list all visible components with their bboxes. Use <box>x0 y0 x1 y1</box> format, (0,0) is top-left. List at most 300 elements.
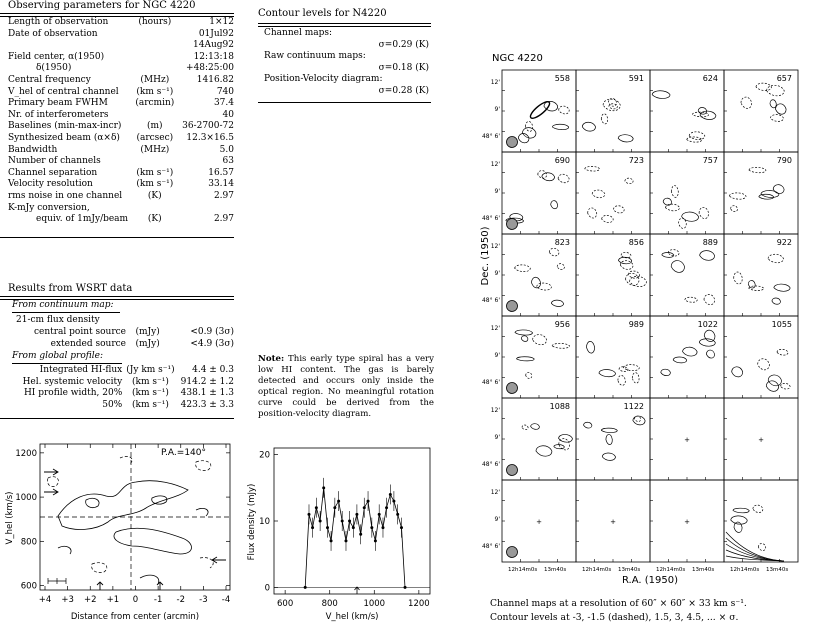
channel-velocity-label: 558 <box>554 74 570 83</box>
pv-contour-positive <box>86 498 99 507</box>
param-label: Field center, α(1950) <box>8 51 105 62</box>
profile-point <box>404 586 407 589</box>
channel-panel <box>502 152 576 234</box>
channel-panel <box>502 70 576 152</box>
channel-panel <box>724 316 798 398</box>
contour-positive <box>733 508 749 513</box>
contour-negative <box>781 383 791 389</box>
contour-value: σ=0.29 (K) <box>378 39 429 50</box>
pv-contour-positive <box>58 546 71 554</box>
profile-ylabel: Flux density (mJy) <box>247 483 257 561</box>
contour-positive <box>515 330 533 335</box>
channel-panel <box>650 152 724 234</box>
profile-xlabel: V_hel (km/s) <box>325 612 379 622</box>
channel-velocity-label: 1122 <box>623 402 644 411</box>
contour-positive <box>683 347 698 356</box>
contour-negative <box>526 121 533 131</box>
pv-xtick-label: +3 <box>61 595 74 605</box>
contour-levels-section <box>258 8 431 96</box>
param-label: K-mJy conversion, <box>8 202 90 213</box>
pv-arrows <box>44 469 226 590</box>
params-title: Observing parameters for NGC 4220 <box>8 0 196 11</box>
param-unit <box>131 40 175 52</box>
contour-positive <box>582 122 595 131</box>
param-value: 740 <box>216 86 234 97</box>
channel-velocity-label: 1022 <box>697 320 718 329</box>
contour-negative <box>632 373 639 384</box>
beam-icon <box>507 465 518 476</box>
contour-value: σ=0.28 (K) <box>378 85 429 96</box>
pv-arrow-right <box>44 469 58 475</box>
contour-negative <box>522 425 528 430</box>
pv-arrow-right <box>44 489 58 495</box>
contour-positive <box>602 453 615 460</box>
contour-positive <box>776 104 787 114</box>
param-label: Date of observation <box>8 28 98 39</box>
dec-tick-label: 48° 6' <box>481 543 500 550</box>
profile-point <box>363 506 366 509</box>
dec-tick-label: 48° 6' <box>481 461 500 468</box>
result-row <box>8 365 234 377</box>
channel-panel <box>502 234 576 316</box>
dec-tick-label: 12' <box>490 161 500 168</box>
pv-contour-negative <box>200 558 213 568</box>
contour-negative <box>758 543 765 550</box>
channel-velocity-label: 956 <box>554 320 570 329</box>
profile-point <box>378 513 381 516</box>
channel-panel <box>576 152 650 234</box>
param-unit: (K) <box>147 214 162 225</box>
profile-point <box>367 500 370 503</box>
contour-negative <box>588 208 597 218</box>
channel-panel <box>576 398 650 480</box>
result-value: 438.1 ± 1.3 <box>180 388 234 399</box>
contour-positive <box>523 128 537 139</box>
channel-velocity-label: 690 <box>554 156 570 165</box>
pv-diagram <box>0 438 235 622</box>
param-value: 12:13:18 <box>193 51 234 62</box>
center-cross-icon: + <box>758 436 764 444</box>
contour-positive <box>601 428 617 432</box>
contour-negative <box>515 265 531 272</box>
note-paragraph <box>258 354 434 421</box>
param-row <box>8 17 234 29</box>
profile-point <box>319 520 322 523</box>
pv-contour-positive <box>58 481 188 530</box>
param-row <box>8 168 234 180</box>
pv-contour-negative <box>92 563 107 573</box>
pv-beam-marker <box>48 578 66 584</box>
profile-point <box>389 493 392 496</box>
contour-value: σ=0.18 (K) <box>378 62 429 73</box>
contours-bottom-rule <box>258 102 431 103</box>
contour-negative <box>749 167 766 172</box>
contour-label: Position-Velocity diagram: <box>264 74 383 84</box>
pv-contour-positive <box>196 508 208 516</box>
profile-xtick-label: 600 <box>277 599 294 609</box>
channel-panel <box>650 316 724 398</box>
result-value: <4.9 (3σ) <box>190 338 234 349</box>
pv-arrow-up <box>97 582 103 590</box>
profile-point <box>307 513 310 516</box>
contour-positive <box>551 201 558 209</box>
channel-maps-caption <box>490 597 820 625</box>
ra-tick-label: 12h14m0s <box>656 567 686 573</box>
contour-positive <box>732 367 743 377</box>
contour-rows <box>264 28 429 97</box>
result-value: <0.9 (3σ) <box>190 327 234 337</box>
profile-point <box>374 539 377 542</box>
beam-icon <box>507 219 518 230</box>
dec-tick-label: 9' <box>494 106 500 113</box>
profile-header: From global profile: <box>12 351 104 361</box>
param-row <box>8 203 234 215</box>
profile-point <box>311 526 314 529</box>
contour-negative <box>537 283 552 290</box>
contour-positive <box>584 422 592 428</box>
pv-xtick-label: +4 <box>38 595 52 605</box>
channel-maps-title: NGC 4220 <box>492 53 543 64</box>
contour-negative <box>729 193 746 199</box>
profile-ytick-label: 20 <box>259 450 270 461</box>
param-row <box>8 179 234 191</box>
channel-panel <box>502 480 576 562</box>
pv-contours <box>58 481 208 584</box>
contour-positive <box>662 253 674 258</box>
contour-negative <box>559 106 570 114</box>
beam-icon <box>507 301 518 312</box>
center-cross-icon: + <box>610 518 616 526</box>
param-label: Bandwidth <box>8 144 58 155</box>
params-bottom-rule <box>0 237 234 238</box>
param-row <box>8 29 234 41</box>
result-row <box>8 388 234 400</box>
contour-negative <box>685 297 697 302</box>
param-label: V_hel of central channel <box>8 86 119 97</box>
contour-label: Channel maps: <box>264 28 333 38</box>
results-title: Results from WSRT data <box>8 283 133 294</box>
param-unit: (km s⁻¹) <box>136 179 174 190</box>
param-value: 01Jul92 <box>198 28 234 39</box>
param-label: δ(1950) <box>36 63 72 74</box>
channel-velocity-label: 856 <box>628 238 644 247</box>
result-value: 914.2 ± 1.2 <box>180 376 234 387</box>
param-label: rms noise in one channel <box>8 190 123 201</box>
result-row <box>8 327 234 339</box>
result-label: 50% <box>102 399 123 410</box>
channel-velocity-label: 657 <box>776 74 792 83</box>
param-value: 63 <box>222 156 234 167</box>
contour-positive <box>731 516 747 524</box>
contour-positive <box>673 357 687 363</box>
dec-tick-label: 48° 6' <box>481 133 500 140</box>
param-label: Synthesized beam (α×δ) <box>8 132 120 143</box>
param-unit <box>131 63 175 75</box>
contour-negative <box>526 372 532 378</box>
contour-positive <box>618 135 633 142</box>
channel-velocity-label: 591 <box>628 74 644 83</box>
contour-positive <box>699 339 715 346</box>
ra-tick-label: 13m40s <box>618 567 641 573</box>
contour-positive <box>772 298 781 304</box>
param-value: 40 <box>222 109 234 120</box>
dec-tick-label: 48° 6' <box>481 215 500 222</box>
channel-panel <box>650 480 724 562</box>
contour-negative <box>753 505 763 512</box>
contour-negative <box>585 166 600 171</box>
result-label: extended source <box>50 338 126 349</box>
contour-negative <box>704 294 715 304</box>
dec-tick-label: 48° 6' <box>481 379 500 386</box>
param-value: 2.97 <box>213 214 234 225</box>
param-unit <box>131 156 175 168</box>
center-cross-icon: + <box>684 436 690 444</box>
param-value: +48:25:00 <box>186 63 234 74</box>
contour-positive <box>531 424 540 430</box>
profile-point <box>333 506 336 509</box>
param-unit <box>131 203 175 215</box>
channel-velocity-label: 624 <box>702 74 718 83</box>
contour-negative <box>625 178 633 184</box>
pv-pa-label: P.A.=140° <box>161 448 206 458</box>
contour-positive <box>682 212 699 221</box>
channel-velocity-label: 889 <box>702 238 718 247</box>
contour-negative <box>614 206 625 213</box>
channel-panel <box>502 316 576 398</box>
contour-negative <box>741 97 752 108</box>
param-value: 1×12 <box>209 17 234 27</box>
contour-positive <box>587 341 595 353</box>
param-value <box>175 203 234 215</box>
contour-negative <box>770 115 783 122</box>
contour-positive <box>559 434 573 442</box>
profile-point <box>355 513 358 516</box>
results-section <box>8 283 234 410</box>
results-bottom-rule <box>0 418 234 419</box>
result-label: Integrated HI-flux <box>39 365 123 375</box>
result-row <box>8 377 234 389</box>
param-row <box>8 40 234 52</box>
global-profile-chart <box>246 442 438 622</box>
param-row <box>8 156 234 168</box>
channel-panel <box>724 398 798 480</box>
pv-contour-negative <box>47 477 58 487</box>
channel-panel <box>724 480 798 562</box>
param-row <box>8 145 234 157</box>
channel-velocity-label: 1088 <box>549 402 570 411</box>
pv-contour-positive <box>140 575 159 584</box>
ra-tick-label: 12h14m0s <box>582 567 612 573</box>
param-row <box>8 133 234 145</box>
result-unit: (mJy) <box>135 327 160 337</box>
contour-negative <box>601 114 607 124</box>
param-row <box>8 121 234 133</box>
pv-ytick-label: 1200 <box>15 448 37 459</box>
profile-point <box>322 486 325 489</box>
profile-point <box>330 539 333 542</box>
profile-point <box>359 533 362 536</box>
profile-point <box>370 526 373 529</box>
continuum-header-rule <box>12 312 120 313</box>
contour-negative <box>618 375 626 385</box>
dec-tick-label: 12' <box>490 489 500 496</box>
observing-parameters-section <box>8 0 234 225</box>
contour-positive <box>606 434 612 444</box>
param-value: 5.0 <box>219 144 234 155</box>
result-value: 4.4 ± 0.3 <box>192 365 234 375</box>
contour-positive <box>671 261 684 273</box>
param-row <box>8 214 234 226</box>
contours-title: Contour levels for N4220 <box>258 8 387 19</box>
profile-systemic-arrow <box>355 587 360 594</box>
dec-tick-label: 9' <box>494 434 500 441</box>
ra-tick-label: 12h14m0s <box>508 567 538 573</box>
contour-label: Raw continuum maps: <box>264 51 366 61</box>
caption-line-1: Channel maps at a resolution of 60″ × 60″ × 33 km s⁻¹. <box>490 598 747 609</box>
profile-point <box>381 526 384 529</box>
channel-velocity-label: 823 <box>554 238 570 247</box>
channel-velocity-label: 922 <box>776 238 792 247</box>
channel-velocity-label: 790 <box>776 156 792 165</box>
contour-negative <box>734 272 743 284</box>
contour-positive <box>521 336 528 342</box>
contour-negative <box>552 343 570 348</box>
param-label: equiv. of 1mJy/beam <box>36 214 129 225</box>
contour-negative <box>557 264 564 270</box>
profile-point <box>315 506 318 509</box>
profile-point <box>341 520 344 523</box>
contour-negative <box>626 273 640 285</box>
contour-negative <box>768 254 783 263</box>
channel-panel <box>724 234 798 316</box>
pv-ytick-label: 600 <box>20 581 37 592</box>
pv-xtick-label: +1 <box>106 595 120 605</box>
profile-line <box>305 488 405 588</box>
param-label: Number of channels <box>8 156 101 167</box>
contour-negative <box>603 99 620 111</box>
profile-ytick-label: 0 <box>264 583 270 594</box>
param-value: 37.4 <box>213 98 234 109</box>
profile-xtick-label: 1000 <box>363 599 386 609</box>
profile-plot <box>274 478 430 589</box>
pv-ylabel: V_hel (km/s) <box>5 491 15 545</box>
param-unit: (km s⁻¹) <box>136 167 174 178</box>
dec-tick-label: 9' <box>494 188 500 195</box>
contour-positive <box>726 544 784 561</box>
param-unit <box>131 29 175 41</box>
param-unit: (arcmin) <box>135 98 175 109</box>
channel-panel <box>724 70 798 152</box>
contour-negative <box>628 271 639 278</box>
pv-contour-positive <box>114 528 192 554</box>
contour-positive <box>552 124 568 129</box>
pv-contour-negative <box>196 461 211 471</box>
center-cross-icon: + <box>536 518 542 526</box>
contour-negative <box>689 132 705 140</box>
profile-point <box>400 526 403 529</box>
channel-panel <box>724 152 798 234</box>
note-text: This early type spiral has a very low HI content. The gas is barely detected and occurs only inside the optical region. No meaningful rotation curve could be derived from the position-velocity diagram. <box>258 354 435 420</box>
param-label: Nr. of interferometers <box>8 109 109 120</box>
param-value: 33.14 <box>208 179 234 190</box>
contour-positive <box>551 300 563 306</box>
param-value: 1416.82 <box>196 74 234 85</box>
param-label: Primary beam FWHM <box>8 98 108 109</box>
results-profile-table <box>8 365 234 411</box>
param-row <box>8 52 234 64</box>
param-label: Channel separation <box>8 167 98 178</box>
channel-velocity-label: 1055 <box>771 320 792 329</box>
beam-icon <box>507 383 518 394</box>
contour-positive <box>700 251 715 261</box>
note-bold: Note: <box>258 354 285 364</box>
dec-tick-label: 9' <box>494 352 500 359</box>
param-label: Baselines (min-max-incr) <box>8 121 122 132</box>
profile-xtick-label: 800 <box>321 599 338 609</box>
param-unit: (hours) <box>138 17 172 27</box>
channel-velocity-label: 989 <box>628 320 644 329</box>
dec-axis-label: Dec. (1950) <box>480 226 491 286</box>
param-label: Length of observation <box>8 17 109 27</box>
pv-contour-negative <box>120 456 132 464</box>
contour-positive <box>517 357 535 361</box>
profile-point <box>352 526 355 529</box>
contour-positive <box>652 91 670 99</box>
dec-tick-label: 9' <box>494 270 500 277</box>
channel-velocity-label: 723 <box>628 156 644 165</box>
result-row <box>8 400 234 412</box>
channel-panel <box>576 234 650 316</box>
contours-top-rule <box>258 23 431 27</box>
dec-tick-label: 12' <box>490 243 500 250</box>
contour-positive <box>768 375 781 386</box>
result-value: 423.3 ± 3.3 <box>180 399 234 410</box>
beam-icon <box>507 137 518 148</box>
profile-point <box>392 500 395 503</box>
profile-header-rule <box>12 363 122 364</box>
profile-point <box>326 526 329 529</box>
param-unit: (K) <box>147 190 162 201</box>
profile-tick-labels <box>259 451 430 609</box>
channel-panel-frame <box>724 480 798 562</box>
contour-negative <box>777 349 788 355</box>
contour-positive <box>773 185 784 194</box>
pv-xlabel: Distance from center (arcmin) <box>70 612 200 622</box>
contour-negative <box>602 215 614 222</box>
channel-panel <box>576 70 650 152</box>
flux-density-label: 21-cm flux density <box>16 315 100 325</box>
pv-xtick-label: -1 <box>153 595 163 605</box>
param-value: 14Aug92 <box>193 40 234 51</box>
result-unit: (km s⁻¹) <box>132 399 169 410</box>
dec-tick-label: 12' <box>490 79 500 86</box>
param-label <box>8 40 131 52</box>
param-unit <box>131 52 175 64</box>
param-value: 36-2700-72 <box>182 121 234 132</box>
result-unit: (mJy) <box>135 338 160 349</box>
contour-negative <box>731 206 738 212</box>
profile-ytick-label: 10 <box>259 517 270 527</box>
pv-ytick-label: 800 <box>20 537 37 548</box>
pv-contours-negative <box>47 456 213 572</box>
contour-negative <box>671 186 678 198</box>
dec-tick-label: 12' <box>490 407 500 414</box>
profile-point <box>304 586 307 589</box>
pv-arrow-left <box>212 557 226 563</box>
param-unit: (km s⁻¹) <box>136 86 174 97</box>
channel-panel <box>502 398 576 480</box>
pv-xtick-label: -2 <box>176 595 185 605</box>
